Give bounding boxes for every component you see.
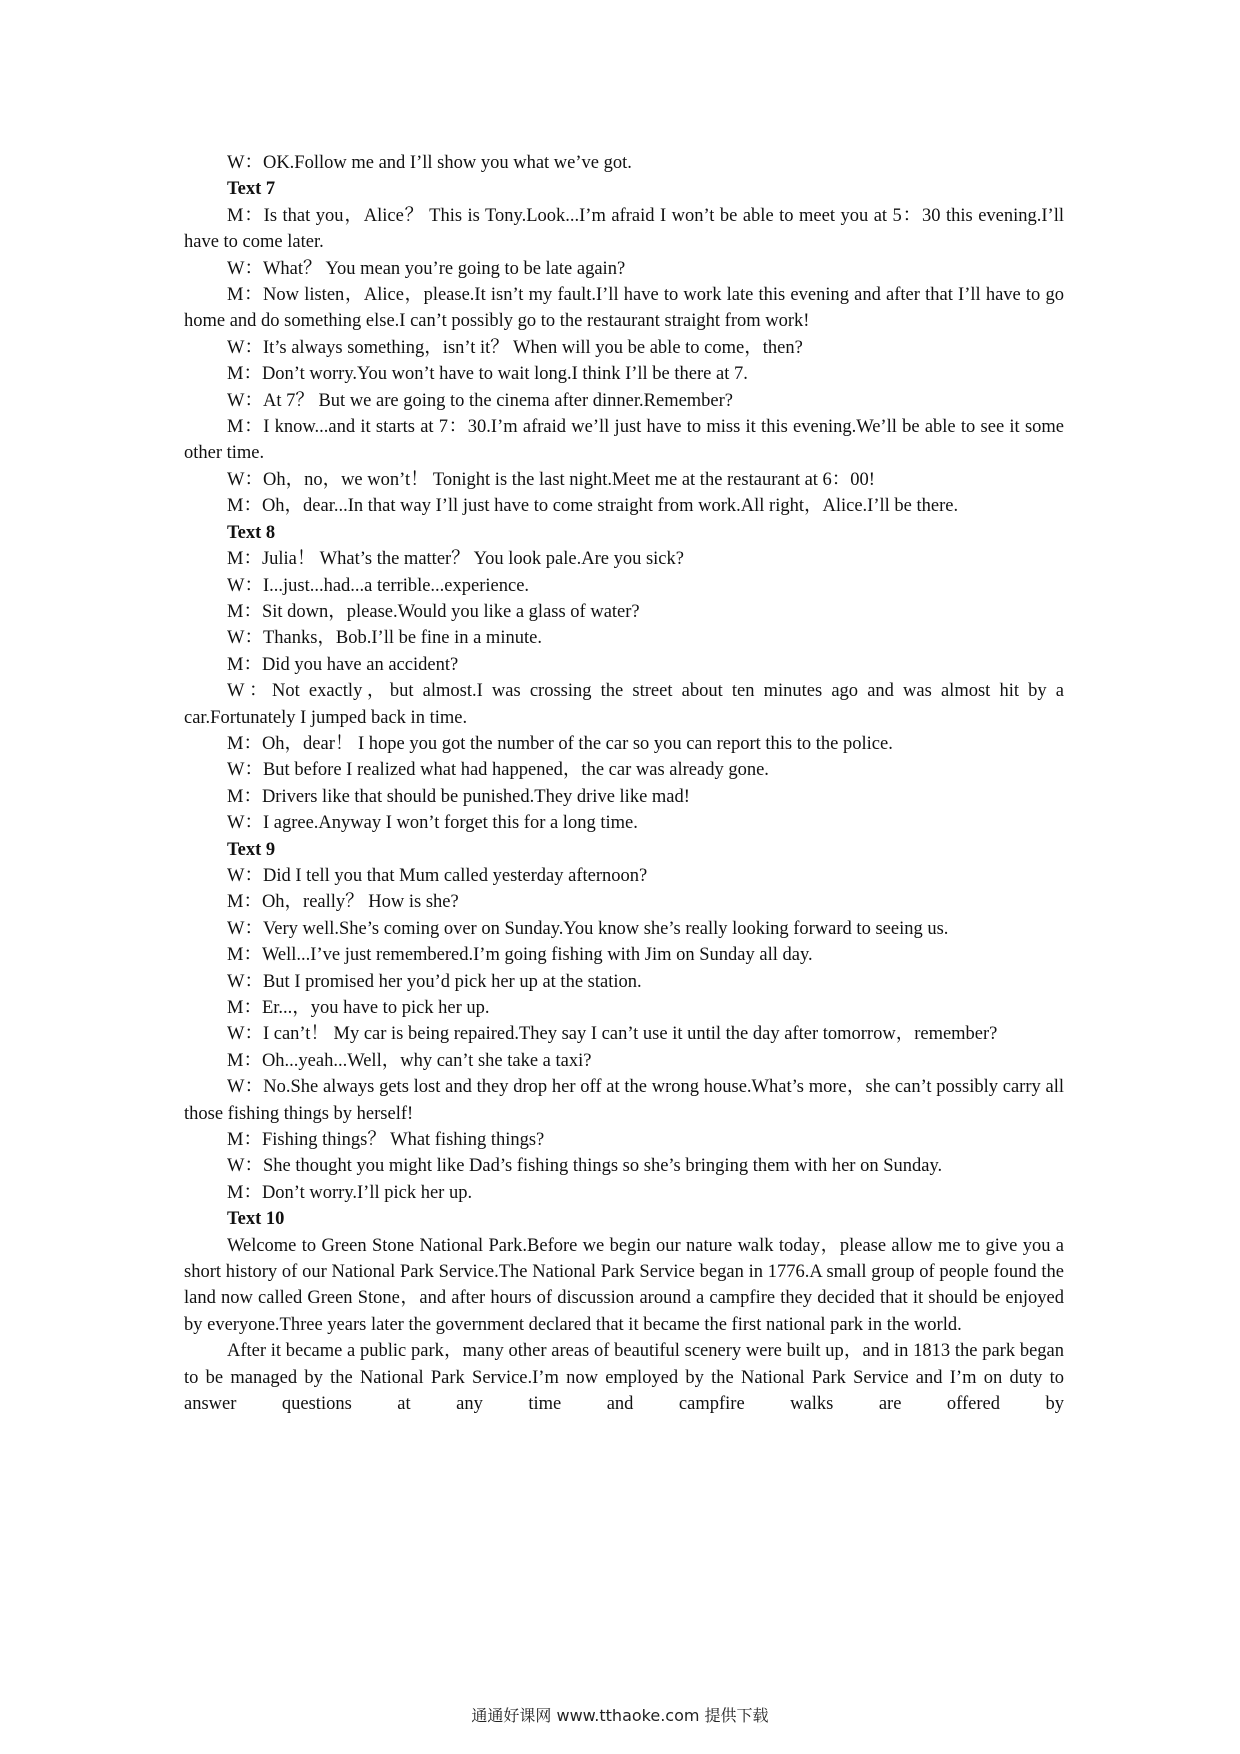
dialogue-line: W：But before I realized what had happened，the car was already gone.	[227, 760, 769, 781]
dialogue-line: W：Thanks，Bob.I’ll be fine in a minute.	[227, 628, 542, 649]
dialogue-line: W：Not exactly，but almost.I was crossing the street about ten minutes ago and was almost hit by a car.Fortunately I jumped back in time.	[184, 681, 1064, 728]
section-heading: Text 10	[227, 1209, 285, 1230]
section-heading: Text 9	[227, 839, 276, 860]
dialogue-line: W：She thought you might like Dad’s fishing things so she’s bringing them with her on Sunday.	[227, 1156, 943, 1177]
dialogue-line: W：At 7？ But we are going to the cinema after dinner.Remember?	[227, 390, 734, 411]
dialogue-line: W：OK.Follow me and I’ll show you what we’ve got.	[227, 153, 632, 173]
dialogue-line: M：Now listen，Alice，please.It isn’t my fault.I’ll have to work late this evening and after that I’ll have to go home and do something else.I can’t possibly go to the restaurant straight from work!	[184, 285, 1064, 332]
dialogue-line: W：Very well.She’s coming over on Sunday.You know she’s really looking forward to seeing us.	[227, 918, 949, 939]
dialogue-line: M：Drivers like that should be punished.They drive like mad!	[227, 786, 690, 807]
dialogue-line: W：Did I tell you that Mum called yesterday afternoon?	[227, 865, 648, 886]
dialogue-line: W：I can’t！ My car is being repaired.They say I can’t use it until the day after tomorrow，remember?	[227, 1024, 998, 1045]
dialogue-line: M：Is that you，Alice？ This is Tony.Look...I’m afraid I won’t be able to meet you at 5：30 this evening.I’ll have to come later.	[184, 205, 1064, 253]
dialogue-line: M：Sit down，please.Would you like a glass of water?	[227, 601, 640, 622]
dialogue-line: M：Oh，dear！ I hope you got the number of the car so you can report this to the police.	[227, 733, 893, 754]
dialogue-line: W：No.She always gets lost and they drop her off at the wrong house.What’s more，she can’t possibly carry all those fishing things by herself!	[184, 1077, 1064, 1124]
dialogue-line: W：What？ You mean you’re going to be late again?	[227, 258, 626, 279]
dialogue-line: M：Don’t worry.You won’t have to wait long.I think I’ll be there at 7.	[227, 364, 748, 385]
dialogue-line: W：I...just...had...a terrible...experience.	[227, 575, 530, 596]
dialogue-line: W：It’s always something，isn’t it？ When will you be able to come，then?	[227, 337, 803, 358]
dialogue-line: M：I know...and it starts at 7：30.I’m afraid we’ll just have to miss it this evening.We’ll be able to see it some other time.	[184, 417, 1064, 464]
dialogue-line: W：I agree.Anyway I won’t forget this for a long time.	[227, 813, 638, 834]
section-heading: Text 8	[227, 522, 276, 543]
dialogue-line: M：Julia！ What’s the matter？ You look pale.Are you sick?	[227, 549, 684, 570]
dialogue-line: M：Oh...yeah...Well，why can’t she take a taxi?	[227, 1050, 592, 1071]
dialogue-line: M：Fishing things？ What fishing things?	[227, 1130, 545, 1151]
dialogue-line: W：But I promised her you’d pick her up at the station.	[227, 971, 642, 992]
dialogue-line: M：Don’t worry.I’ll pick her up.	[227, 1182, 473, 1203]
dialogue-line: M：Well...I’ve just remembered.I’m going fishing with Jim on Sunday all day.	[227, 945, 813, 966]
dialogue-line: M：Oh，dear...In that way I’ll just have to come straight from work.All right，Alice.I’ll be there.	[227, 496, 959, 517]
section-heading: Text 7	[227, 179, 276, 200]
document-body	[184, 150, 1064, 1418]
page-footer: 通通好课网 www.tthaoke.com 提供下载	[471, 1706, 769, 1725]
dialogue-line: Welcome to Green Stone National Park.Before we begin our nature walk today，please allow me to give you a short history of our National Park Service.The National Park Service began in 1776.A small group of people found the land now called Green Stone，and after hours of discussion around a campfire they decided that it should be enjoyed by everyone.Three years later the government declared that it became the first national park in the world.	[184, 1235, 1064, 1335]
dialogue-line: M：Oh，really？ How is she?	[227, 892, 459, 913]
dialogue-line: M：Did you have an accident?	[227, 654, 459, 675]
dialogue-line: M：Er...，you have to pick her up.	[227, 998, 490, 1018]
dialogue-line: After it became a public park，many other areas of beautiful scenery were built up，and in 1813 the park began to be managed by the National Park Service.I’m now employed by the National Park Service and I’m on duty to answer questions at any time and campfire walks are offered by	[184, 1341, 1064, 1415]
dialogue-line: W：Oh，no，we won’t！ Tonight is the last night.Meet me at the restaurant at 6：00!	[227, 469, 875, 490]
